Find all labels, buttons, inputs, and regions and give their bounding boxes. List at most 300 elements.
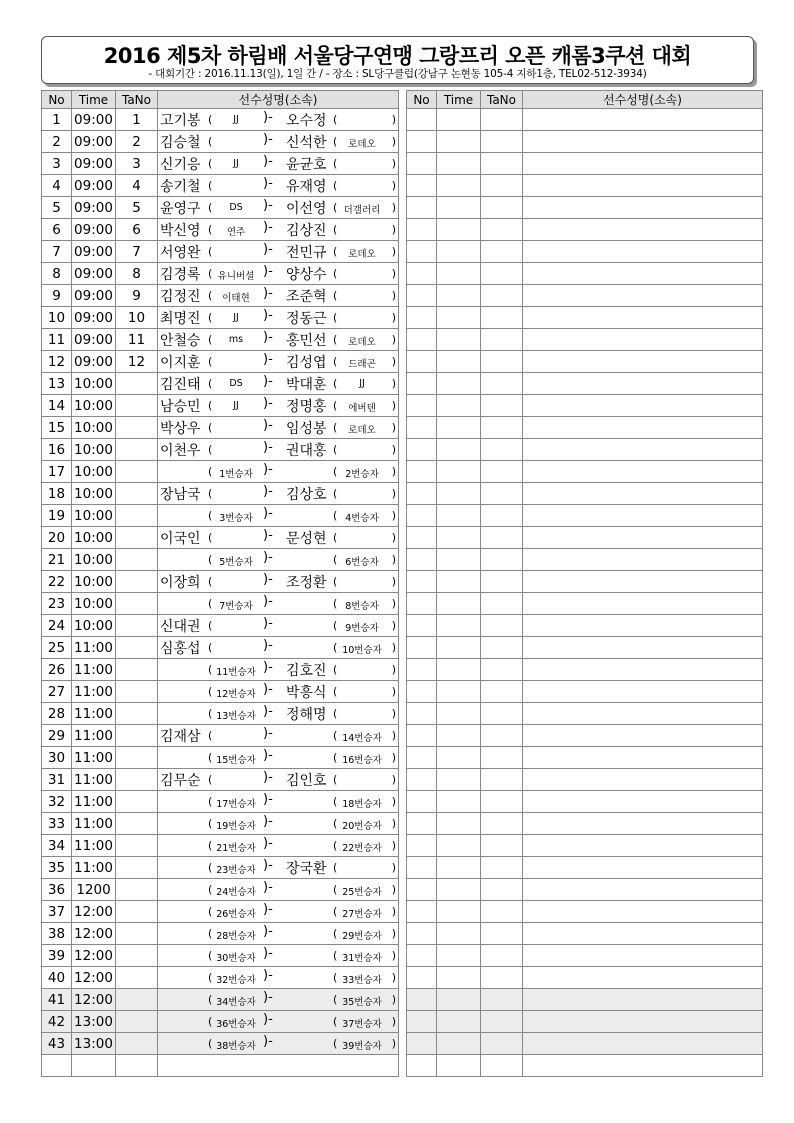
match-players [158,989,399,1011]
empty-cell [437,659,481,681]
table-row [407,329,763,351]
match-time: 09:00 [72,263,116,285]
empty-cell [407,395,437,417]
empty-cell [523,263,763,285]
match-no: 17 [42,461,72,483]
versus-separator: )- [263,880,273,895]
empty-cell [407,571,437,593]
empty-cell [523,901,763,923]
match-no: 28 [42,703,72,725]
empty-cell [481,879,523,901]
player2-name: 김인호 [286,773,327,789]
paren-open: ( [333,267,338,280]
match-time: 12:00 [72,901,116,923]
empty-cell [481,725,523,747]
paren-open: ( [208,729,213,742]
table-row [42,307,399,329]
versus-separator: )- [263,154,273,169]
match-time: 12:00 [72,945,116,967]
player2-name: 박흥식 [286,685,327,701]
empty-cell [523,197,763,219]
match-time: 10:00 [72,373,116,395]
empty-cell [437,791,481,813]
table-row [42,483,399,505]
match-players [158,329,399,351]
match-no: 39 [42,945,72,967]
player1-affiliation: 3번승자 [219,513,253,524]
match-no: 41 [42,989,72,1011]
versus-separator: )- [263,352,273,367]
versus-separator: )- [263,132,273,147]
match-time: 11:00 [72,813,116,835]
match-players [158,241,399,263]
empty-cell [437,483,481,505]
paren-open: ( [333,641,338,654]
paren-open: ( [208,1037,213,1050]
empty-cell [437,373,481,395]
table-no [116,945,158,967]
empty-cell [481,703,523,725]
empty-cell [481,571,523,593]
versus-separator: )- [263,814,273,829]
empty-cell [437,945,481,967]
versus-separator: )- [263,616,273,631]
match-players [158,681,399,703]
table-no [116,637,158,659]
empty-cell [407,989,437,1011]
empty-cell [481,395,523,417]
paren-close: ) [391,971,396,984]
match-no: 36 [42,879,72,901]
match-no: 22 [42,571,72,593]
empty-cell [437,703,481,725]
player1-affiliation: JJ [233,158,239,169]
empty-cell [523,285,763,307]
match-no: 19 [42,505,72,527]
schedule-table-right [406,90,763,1077]
match-players [158,945,399,967]
table-row [407,901,763,923]
match-time: 12:00 [72,967,116,989]
paren-open: ( [208,1015,213,1028]
player1-name: 최명진 [160,311,201,327]
paren-close: ) [391,619,396,632]
paren-open: ( [333,1037,338,1050]
table-row [407,505,763,527]
player1-affiliation: 36번승자 [216,1019,256,1030]
player2-affiliation: 8번승자 [345,601,379,612]
paren-close: ) [391,421,396,434]
match-players [158,109,399,131]
player2-affiliation: 로데오 [348,139,376,150]
player2-affiliation: 9번승자 [345,623,379,634]
paren-open: ( [333,333,338,346]
versus-separator: )- [263,1034,273,1049]
match-no: 38 [42,923,72,945]
match-time: 10:00 [72,483,116,505]
paren-close: ) [391,377,396,390]
versus-separator: )- [263,572,273,587]
player2-name: 윤균호 [286,157,327,173]
table-row [42,439,399,461]
player1-affiliation: JJ [233,400,239,411]
table-no: 1 [116,109,158,131]
versus-separator: )- [263,330,273,345]
empty-cell [523,791,763,813]
paren-open: ( [333,883,338,896]
table-row [42,351,399,373]
player1-name: 장남국 [160,487,201,503]
match-no: 18 [42,483,72,505]
paren-close: ) [391,993,396,1006]
empty-cell [481,175,523,197]
player2-affiliation: 22번승자 [342,843,382,854]
player1-affiliation: 12번승자 [216,689,256,700]
table-no: 7 [116,241,158,263]
empty-cell [481,505,523,527]
paren-open: ( [333,817,338,830]
table-row [407,153,763,175]
match-no: 30 [42,747,72,769]
table-row [42,615,399,637]
empty-cell [407,681,437,703]
empty-cell [523,1011,763,1033]
player1-affiliation: 1번승자 [219,469,253,480]
paren-open: ( [333,927,338,940]
empty-cell [523,219,763,241]
empty-cell [481,263,523,285]
empty-cell [481,593,523,615]
versus-separator: )- [263,726,273,741]
table-row [407,791,763,813]
versus-separator: )- [263,946,273,961]
empty-cell [523,109,763,131]
table-row [42,923,399,945]
match-players [158,131,399,153]
versus-separator: )- [263,286,273,301]
player2-affiliation: 로데오 [348,249,376,260]
table-no: 12 [116,351,158,373]
match-no: 27 [42,681,72,703]
player2-name: 조준혁 [286,289,327,305]
match-time: 09:00 [72,329,116,351]
empty-cell [481,901,523,923]
paren-open: ( [208,575,213,588]
player2-name: 김상진 [286,223,327,239]
match-players [158,725,399,747]
paren-close: ) [391,949,396,962]
empty-cell [481,857,523,879]
paren-open: ( [208,553,213,566]
table-row [407,571,763,593]
match-time: 09:00 [72,241,116,263]
table-no [116,989,158,1011]
versus-separator: )- [263,418,273,433]
table-row [407,681,763,703]
table-row [407,725,763,747]
empty-cell [437,109,481,131]
player2-affiliation: 35번승자 [342,997,382,1008]
paren-close: ) [391,707,396,720]
player1-name: 심홍섭 [160,641,201,657]
match-time: 10:00 [72,549,116,571]
table-row [42,945,399,967]
player2-affiliation: 4번승자 [345,513,379,524]
player1-name: 이국인 [160,531,201,547]
empty-cell [72,1055,116,1077]
empty-cell [481,153,523,175]
paren-close: ) [391,927,396,940]
paren-open: ( [208,509,213,522]
match-time: 11:00 [72,681,116,703]
match-no: 11 [42,329,72,351]
table-row [407,219,763,241]
table-row [407,967,763,989]
player1-affiliation: 19번승자 [216,821,256,832]
match-time: 09:00 [72,351,116,373]
table-no [116,901,158,923]
empty-cell [523,549,763,571]
match-time: 09:00 [72,175,116,197]
player2-name: 김호진 [286,663,327,679]
empty-cell [437,681,481,703]
match-time: 11:00 [72,835,116,857]
match-players [158,153,399,175]
paren-open: ( [333,289,338,302]
empty-cell [407,549,437,571]
table-row [407,549,763,571]
player1-name: 김재삼 [160,729,201,745]
player1-name: 김경록 [160,267,201,283]
table-row [42,813,399,835]
match-no: 32 [42,791,72,813]
versus-separator: )- [263,638,273,653]
match-time: 11:00 [72,769,116,791]
paren-open: ( [208,751,213,764]
match-players [158,901,399,923]
match-time: 12:00 [72,923,116,945]
empty-cell [481,615,523,637]
match-no: 43 [42,1033,72,1055]
empty-cell [437,505,481,527]
table-row [407,593,763,615]
table-row [42,461,399,483]
table-row [42,681,399,703]
paren-open: ( [208,663,213,676]
table-row [407,373,763,395]
versus-separator: )- [263,704,273,719]
match-players [158,373,399,395]
empty-cell [481,637,523,659]
paren-open: ( [333,245,338,258]
empty-cell [481,131,523,153]
player2-affiliation: 더갤러리 [343,205,381,216]
table-row [407,1033,763,1055]
match-no: 29 [42,725,72,747]
table-row-empty [42,1055,399,1077]
paren-close: ) [391,465,396,478]
empty-cell [481,813,523,835]
empty-cell [437,395,481,417]
player1-affiliation: 32번승자 [216,975,256,986]
paren-open: ( [333,135,338,148]
paren-close: ) [391,575,396,588]
versus-separator: )- [263,396,273,411]
paren-close: ) [391,531,396,544]
empty-cell [523,527,763,549]
empty-cell [437,461,481,483]
player1-name: 윤영구 [160,201,201,217]
paren-open: ( [208,311,213,324]
table-row [407,945,763,967]
table-row [42,241,399,263]
paren-close: ) [391,179,396,192]
match-no: 14 [42,395,72,417]
match-time: 10:00 [72,615,116,637]
empty-cell [481,659,523,681]
empty-cell [407,373,437,395]
table-no [116,857,158,879]
versus-separator: )- [263,550,273,565]
player1-name: 서영완 [160,245,201,261]
match-no: 31 [42,769,72,791]
col-header-player: 선수성명(소속) [158,91,399,109]
paren-close: ) [391,839,396,852]
match-players [158,615,399,637]
paren-close: ) [391,267,396,280]
paren-open: ( [208,179,213,192]
table-row [42,1033,399,1055]
table-row [42,769,399,791]
player2-name: 홍민선 [286,333,327,349]
empty-cell [523,241,763,263]
player2-affiliation: 29번승자 [342,931,382,942]
match-players [158,857,399,879]
paren-close: ) [391,113,396,126]
match-time: 13:00 [72,1011,116,1033]
match-players [158,659,399,681]
player2-affiliation: 27번승자 [342,909,382,920]
table-no [116,923,158,945]
versus-separator: )- [263,462,273,477]
empty-cell [523,703,763,725]
empty-cell [481,329,523,351]
player2-affiliation: 37번승자 [342,1019,382,1030]
table-no: 2 [116,131,158,153]
paren-close: ) [391,443,396,456]
table-no [116,1033,158,1055]
match-players [158,813,399,835]
paren-open: ( [208,641,213,654]
empty-cell [481,747,523,769]
empty-cell [437,307,481,329]
paren-open: ( [333,355,338,368]
table-row [42,835,399,857]
match-no: 13 [42,373,72,395]
table-row [407,285,763,307]
match-players [158,505,399,527]
table-row [407,461,763,483]
paren-close: ) [391,773,396,786]
paren-open: ( [208,421,213,434]
paren-open: ( [333,619,338,632]
match-time: 09:00 [72,197,116,219]
table-no [116,835,158,857]
empty-cell [437,769,481,791]
empty-cell [158,1055,399,1077]
col-header-no: No [407,91,437,109]
table-row [407,241,763,263]
empty-cell [523,395,763,417]
empty-cell [481,373,523,395]
match-players [158,571,399,593]
empty-cell [523,967,763,989]
paren-open: ( [208,201,213,214]
match-players [158,197,399,219]
player2-affiliation: 6번승자 [345,557,379,568]
table-row [42,505,399,527]
paren-open: ( [333,157,338,170]
table-row [42,175,399,197]
paren-open: ( [333,575,338,588]
player1-affiliation: 24번승자 [216,887,256,898]
paren-open: ( [333,311,338,324]
versus-separator: )- [263,198,273,213]
empty-cell [481,483,523,505]
table-row [42,857,399,879]
paren-close: ) [391,817,396,830]
match-players [158,285,399,307]
table-row [42,527,399,549]
match-time: 11:00 [72,637,116,659]
empty-cell [523,153,763,175]
match-time: 10:00 [72,461,116,483]
table-no [116,879,158,901]
empty-cell [437,901,481,923]
table-row [42,109,399,131]
empty-cell [437,241,481,263]
match-no: 20 [42,527,72,549]
paren-open: ( [208,289,213,302]
player2-name: 김성엽 [286,355,327,371]
table-row [407,439,763,461]
paren-open: ( [333,729,338,742]
empty-cell [437,615,481,637]
versus-separator: )- [263,374,273,389]
player1-name: 안철승 [160,333,201,349]
table-row [42,417,399,439]
table-row [42,747,399,769]
empty-cell [437,879,481,901]
player2-name: 김상호 [286,487,327,503]
empty-cell [437,527,481,549]
empty-cell [523,835,763,857]
player2-affiliation: 16번승자 [342,755,382,766]
table-no [116,593,158,615]
player2-affiliation: 14번승자 [342,733,382,744]
table-row [42,637,399,659]
match-time: 10:00 [72,571,116,593]
empty-cell [523,857,763,879]
empty-cell [481,417,523,439]
match-no: 25 [42,637,72,659]
table-row [42,725,399,747]
empty-cell [523,725,763,747]
empty-cell [523,439,763,461]
player1-affiliation: 17번승자 [216,799,256,810]
empty-cell [407,967,437,989]
match-no: 3 [42,153,72,175]
